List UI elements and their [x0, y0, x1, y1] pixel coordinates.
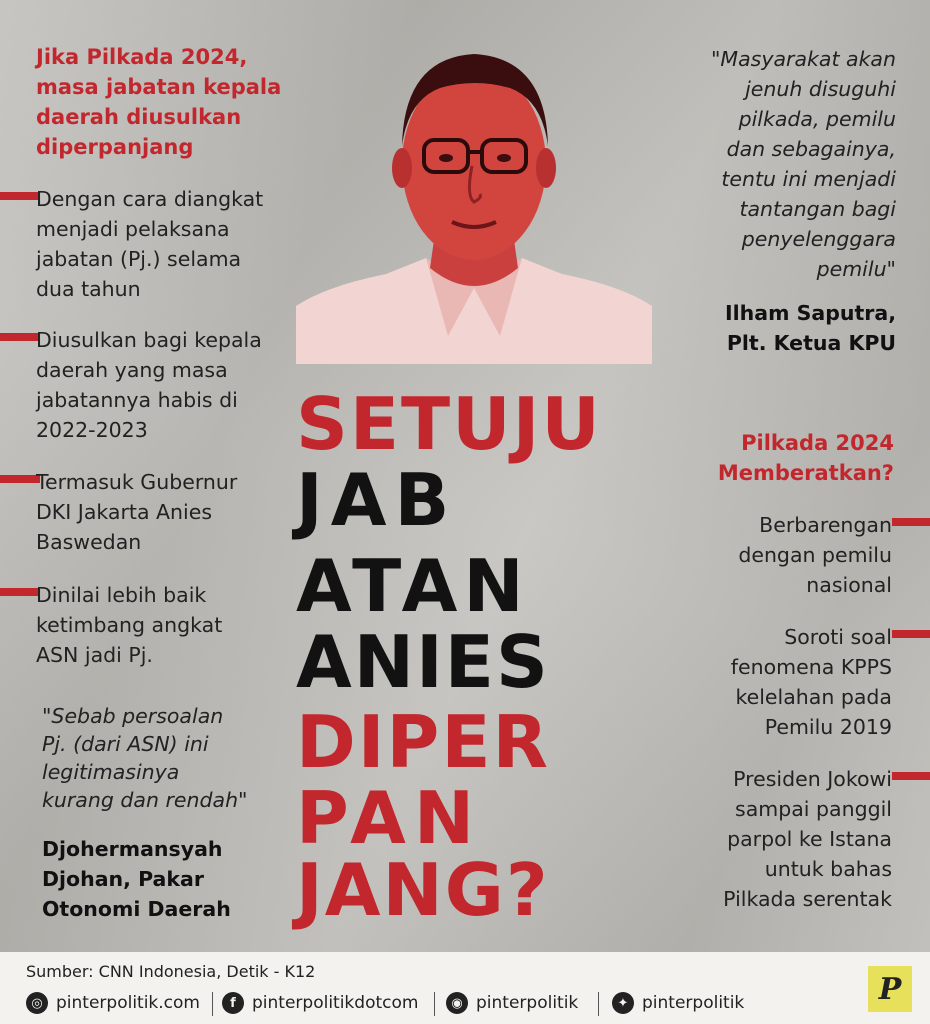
social-instagram[interactable]: ◉ pinterpolitik	[446, 990, 578, 1016]
divider	[212, 992, 213, 1016]
bullet-marker	[892, 772, 930, 780]
divider	[598, 992, 599, 1016]
title-line-4: ANIES	[296, 620, 550, 704]
right-quote-attribution: Ilham Saputra, Plt. Ketua KPU	[725, 301, 896, 355]
globe-icon: ◎	[26, 992, 48, 1014]
left-heading: Jika Pilkada 2024, masa jabatan kepala daerah diusulkan diperpanjang	[36, 45, 282, 159]
bullet-marker	[0, 588, 40, 596]
title-line-6: PAN	[296, 776, 483, 860]
social-twitter[interactable]: ✦ pinterpolitik	[612, 990, 744, 1016]
bullet-marker	[0, 192, 40, 200]
bullet-marker	[0, 333, 40, 341]
social-website[interactable]: ◎ pinterpolitik.com	[26, 990, 200, 1016]
right-heading: Pilkada 2024 Memberatkan?	[717, 431, 894, 485]
divider	[434, 992, 435, 1016]
title-line-7: JANG?	[296, 848, 550, 932]
social-facebook[interactable]: f pinterpolitikdotcom	[222, 990, 418, 1016]
facebook-icon: f	[222, 992, 244, 1014]
portrait-image	[296, 36, 652, 364]
left-quote-attribution: Djohermansyah Djohan, Pakar Otonomi Daerah	[42, 837, 231, 921]
pinterpolitik-logo: P	[868, 966, 912, 1012]
title-line-1: SETUJU	[296, 382, 602, 466]
footer	[0, 952, 930, 1024]
source-text: Sumber: CNN Indonesia, Detik - K12	[26, 962, 316, 981]
left-quote: "Sebab persoalan Pj. (dari ASN) ini legitimasinya kurang dan rendah"	[42, 704, 248, 812]
twitter-icon: ✦	[612, 992, 634, 1014]
instagram-icon: ◉	[446, 992, 468, 1014]
title-line-2: JAB	[296, 458, 458, 542]
bullet-marker	[892, 518, 930, 526]
bullet-marker	[892, 630, 930, 638]
title-line-3: ATAN	[296, 544, 530, 628]
bullet-marker	[0, 475, 40, 483]
title-line-5: DIPER	[296, 700, 550, 784]
right-quote: "Masyarakat akan jenuh disuguhi pilkada, pemilu dan sebagainya, tentu ini menjadi tantangan bagi penyelenggara pemilu"	[710, 47, 896, 281]
